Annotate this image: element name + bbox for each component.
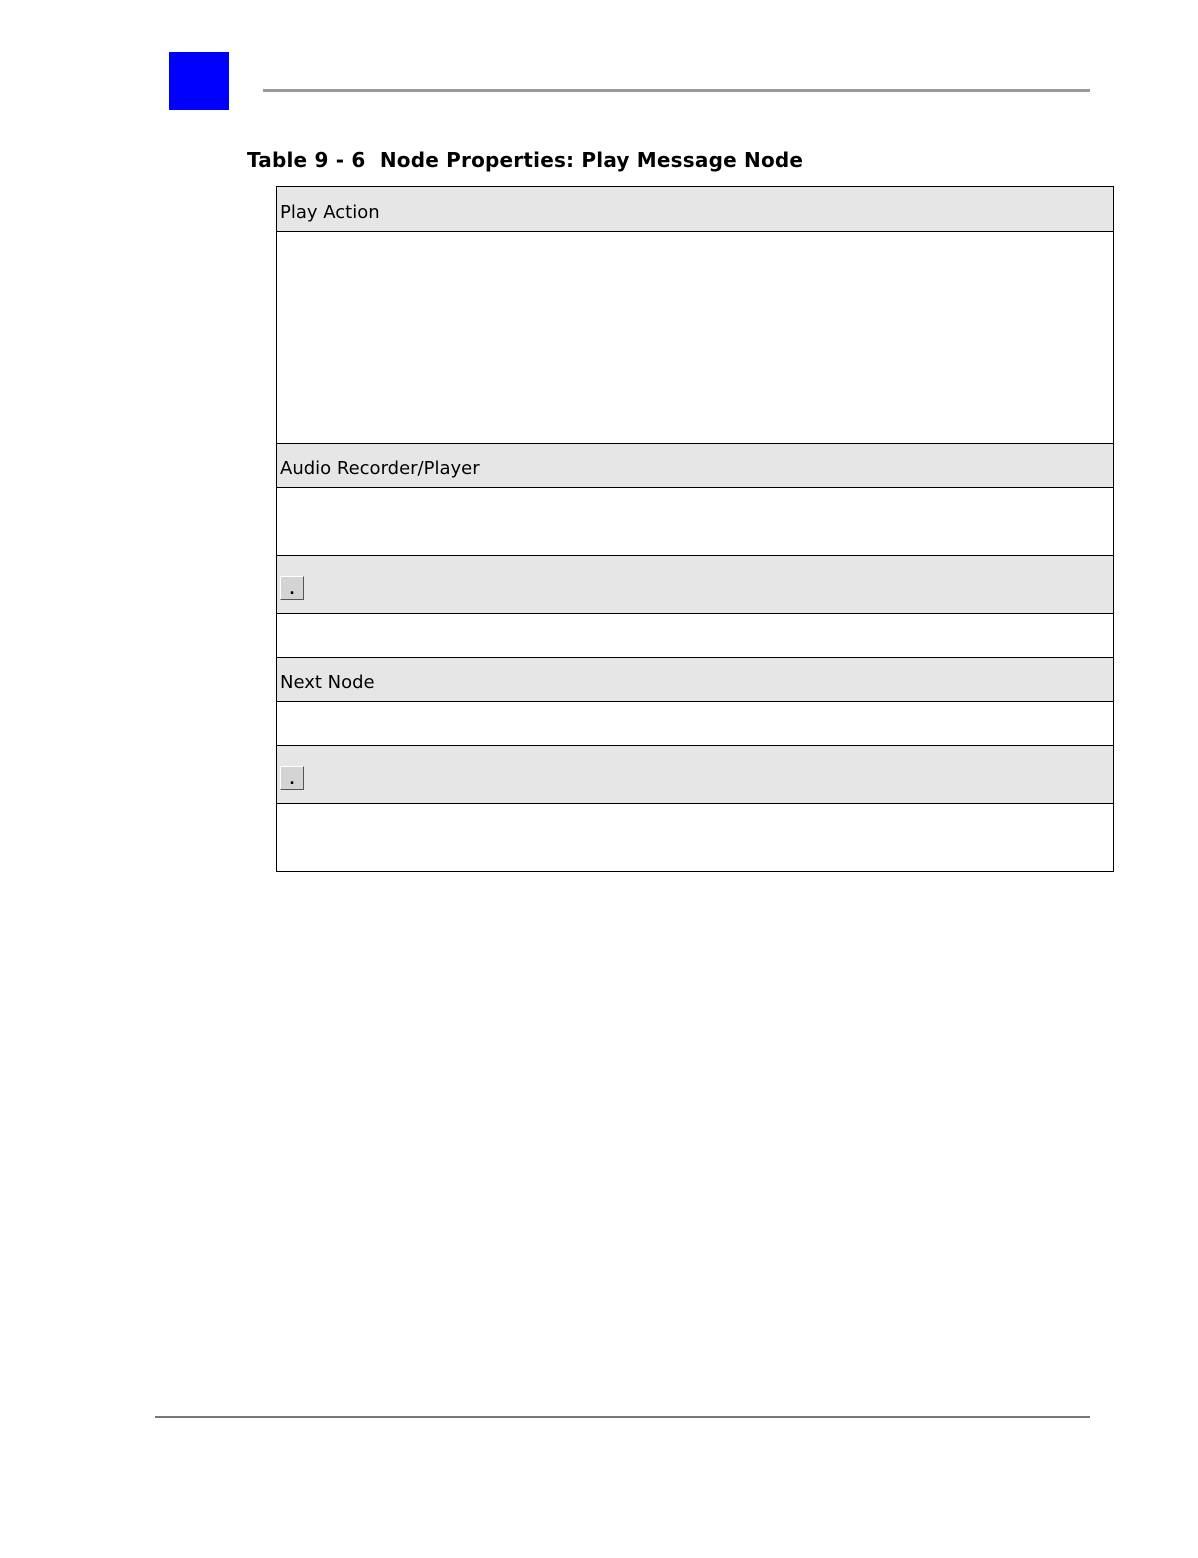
table-row bbox=[277, 556, 1114, 614]
ellipsis-button[interactable]: . bbox=[280, 576, 304, 600]
table-caption: Table 9 - 6 Node Properties: Play Message Node bbox=[247, 148, 804, 172]
ellipsis-button[interactable]: . bbox=[280, 766, 304, 790]
button-row-2 bbox=[277, 746, 1114, 804]
section-body-next-node bbox=[277, 702, 1114, 746]
footer-rule bbox=[155, 1416, 1090, 1418]
table-row bbox=[277, 187, 1114, 232]
table-row bbox=[277, 614, 1114, 658]
table-row bbox=[277, 746, 1114, 804]
table-row bbox=[277, 804, 1114, 872]
table-row bbox=[277, 444, 1114, 488]
section-header-play-action: Play Action bbox=[277, 187, 1114, 232]
section-body-audio-recorder-player bbox=[277, 488, 1114, 556]
section-header-next-node: Next Node bbox=[277, 658, 1114, 702]
table-row bbox=[277, 702, 1114, 746]
chapter-tab-marker bbox=[169, 52, 229, 110]
section-body-play-action bbox=[277, 232, 1114, 444]
table-row bbox=[277, 658, 1114, 702]
section-header-audio-recorder-player: Audio Recorder/Player bbox=[277, 444, 1114, 488]
section-body-button-2 bbox=[277, 804, 1114, 872]
table-row bbox=[277, 488, 1114, 556]
table-row bbox=[277, 232, 1114, 444]
button-row-1 bbox=[277, 556, 1114, 614]
node-properties-table bbox=[276, 186, 1114, 872]
header-rule bbox=[263, 89, 1090, 92]
section-body-button-1 bbox=[277, 614, 1114, 658]
